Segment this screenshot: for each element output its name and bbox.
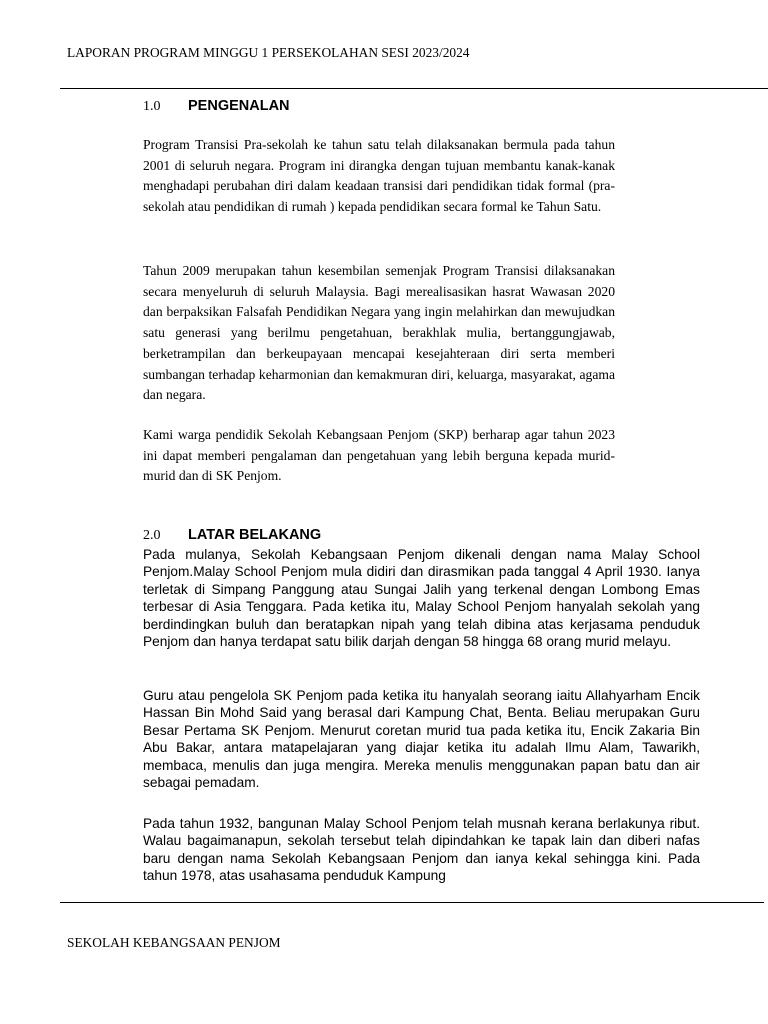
section-title: LATAR BELAKANG: [188, 527, 322, 543]
section-heading-latar-belakang: [143, 527, 321, 544]
paragraph: Guru atau pengelola SK Penjom pada ketika itu hanyalah seorang iaitu Allahyarham Encik Hassan Bin Mohd Said yang berasal dari Kampung Chat, Benta. Beliau merupakan Guru Besar Pertama SK Penjom. Menurut coretan murid tua pada ketika itu, Encik Zakaria Bin Abu Bakar, antara matapelajaran yang diajar ketika itu adalah Ilmu Alam, Tawarikh, membaca, menulis dan juga mengira. Mereka menulis menggunakan papan batu dan air sebagai pemadam.: [143, 688, 700, 791]
paragraph: Pada tahun 1932, bangunan Malay School Penjom telah musnah kerana berlakunya ribut. Walau bagaimanapun, sekolah tersebut telah dipindahkan ke tapak lain dan diberi nafas baru dengan nama Sekolah Kebangsaan Penjom dan ianya kekal sehingga kini. Pada tahun 1978, atas usahasama penduduk Kampung: [143, 816, 700, 884]
section-number: 1.0: [143, 99, 161, 114]
section-title: PENGENALAN: [188, 98, 290, 114]
paragraph: Kami warga pendidik Sekolah Kebangsaan Penjom (SKP) berharap agar tahun 2023 ini dapat memberi pengalaman dan pengetahuan yang lebih berguna kepada murid-murid dan di SK Penjom.: [143, 427, 615, 484]
paragraph: Pada mulanya, Sekolah Kebangsaan Penjom dikenali dengan nama Malay School Penjom.Malay School Penjom mula didiri dan dirasmikan pada tanggal 4 April 1930. Ianya terletak di Simpang Panggung atau Sungai Jalih yang terkenal dengan Lombong Emas terbesar di Asia Tenggara. Pada ketika itu, Malay School Penjom hanyalah sekolah yang berdindingkan buluh dan beratapkan nipah yang telah dibina atas kerjasama penduduk Penjom dan hanya terdapat satu bilik darjah dengan 58 hingga 68 orang murid melayu.: [143, 547, 700, 650]
section-number: 2.0: [143, 528, 161, 543]
section-heading-pengenalan: [143, 98, 290, 115]
header-divider: [60, 88, 768, 89]
paragraph: Program Transisi Pra-sekolah ke tahun satu telah dilaksanakan bermula pada tahun 2001 di seluruh negara. Program ini dirangka dengan tujuan membantu kanak-kanak menghadapi perubahan diri dalam keadaan transisi dari pendidikan tidak formal (pra-sekolah atau pendidikan di rumah ) kepada pendidikan secara formal ke Tahun Satu.: [143, 137, 615, 215]
paragraph: Tahun 2009 merupakan tahun kesembilan semenjak Program Transisi dilaksanakan secara menyeluruh di seluruh Malaysia. Bagi merealisasikan hasrat Wawasan 2020 dan berpaksikan Falsafah Pendidikan Negara yang ingin melahirkan dan mewujudkan satu generasi yang berilmu pengetahuan, berakhlak mulia, bertanggungjawab, berketrampilan dan berkeupayaan mencapai kesejahteraan diri serta memberi sumbangan terhadap keharmonian dan kemakmuran diri, keluarga, masyarakat, agama dan negara.: [143, 263, 615, 403]
page-header: LAPORAN PROGRAM MINGGU 1 PERSEKOLAHAN SESI 2023/2024: [67, 45, 470, 60]
footer-divider: [60, 902, 764, 903]
page-footer: SEKOLAH KEBANGSAAN PENJOM: [67, 935, 281, 950]
